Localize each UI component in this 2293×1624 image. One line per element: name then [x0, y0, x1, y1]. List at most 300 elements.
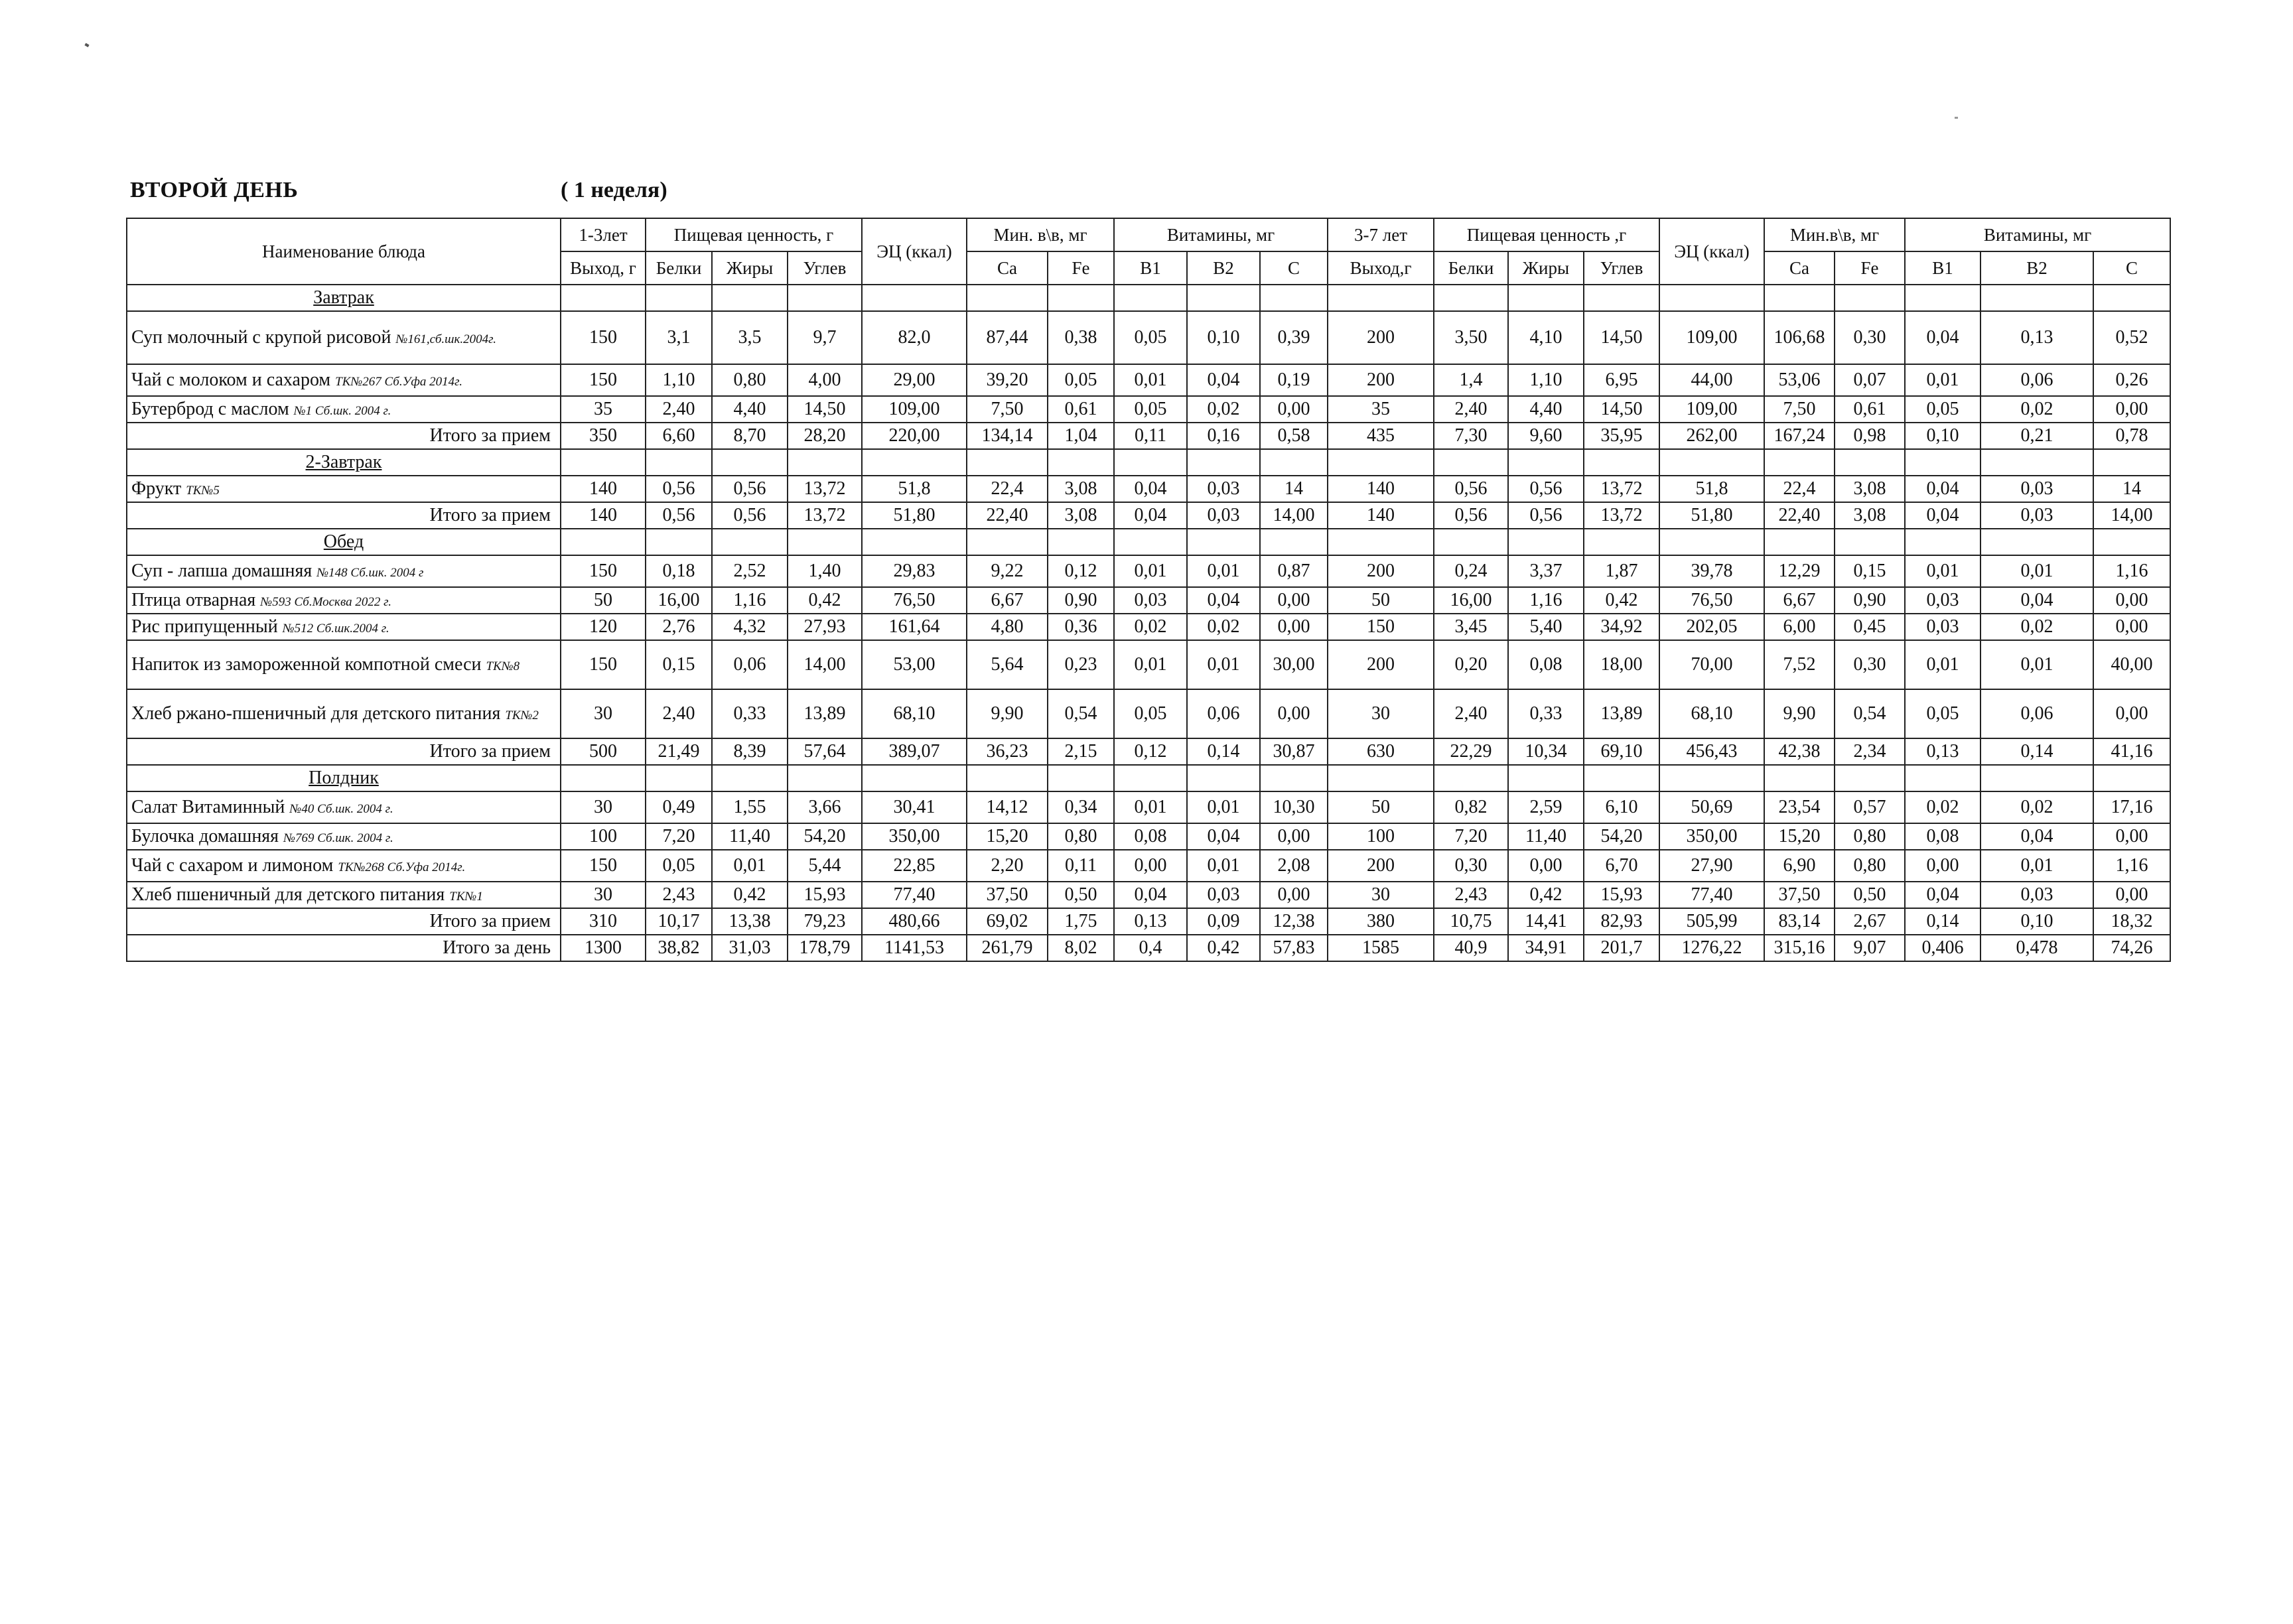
value-cell: 0,06 [1980, 689, 2093, 738]
value-cell: 1141,53 [862, 935, 967, 961]
section-title: Завтрак [127, 285, 561, 311]
value-cell: 2,08 [1260, 850, 1328, 882]
value-cell: 34,92 [1584, 614, 1659, 640]
table-row [127, 311, 2170, 364]
value-cell: 0,01 [1980, 555, 2093, 587]
value-cell: 18,32 [2093, 908, 2170, 935]
value-cell: 2,40 [1434, 396, 1508, 423]
empty-cell [1764, 285, 1835, 311]
value-cell: 31,03 [712, 935, 788, 961]
value-cell: 1,40 [788, 555, 862, 587]
value-cell: 9,60 [1508, 423, 1584, 449]
value-cell: 0,00 [1508, 850, 1584, 882]
value-cell: 0,42 [1584, 587, 1659, 614]
value-cell: 0,02 [1187, 614, 1260, 640]
value-cell: 36,23 [967, 738, 1048, 765]
value-cell: 2,43 [646, 882, 712, 908]
value-cell: 0,05 [646, 850, 712, 882]
value-cell: 22,29 [1434, 738, 1508, 765]
value-cell: 350,00 [862, 823, 967, 850]
value-cell: 350,00 [1659, 823, 1764, 850]
value-cell: 0,01 [1114, 364, 1187, 396]
empty-cell [788, 529, 862, 555]
empty-cell [2093, 765, 2170, 791]
value-cell: 30 [1328, 882, 1434, 908]
dish-name-cell [127, 614, 561, 640]
empty-cell [1508, 529, 1584, 555]
value-cell: 7,50 [967, 396, 1048, 423]
value-cell: 3,1 [646, 311, 712, 364]
value-cell: 22,40 [1764, 502, 1835, 529]
value-cell: 0,00 [1260, 689, 1328, 738]
value-cell: 0,30 [1434, 850, 1508, 882]
dish-source: №512 Сб.шк.2004 г. [282, 621, 389, 636]
value-cell: 0,54 [1048, 689, 1114, 738]
value-cell: 0,00 [2093, 614, 2170, 640]
value-cell: 40,00 [2093, 640, 2170, 689]
value-cell: 0,04 [1905, 882, 1980, 908]
value-cell: 0,00 [1260, 614, 1328, 640]
table-row [127, 882, 2170, 908]
empty-cell [1905, 765, 1980, 791]
value-cell: 150 [561, 311, 646, 364]
value-cell: 310 [561, 908, 646, 935]
value-cell: 0,04 [1905, 311, 1980, 364]
value-cell: 57,64 [788, 738, 862, 765]
value-cell: 0,01 [1114, 555, 1187, 587]
empty-cell [1328, 285, 1434, 311]
dish-source: №161,сб.шк.2004г. [395, 332, 497, 346]
empty-cell [561, 765, 646, 791]
value-cell: 5,40 [1508, 614, 1584, 640]
empty-cell [1905, 285, 1980, 311]
value-cell: 0,13 [1114, 908, 1187, 935]
value-cell: 69,02 [967, 908, 1048, 935]
value-cell: 0,03 [1114, 587, 1187, 614]
dish-source: №769 Сб.шк. 2004 г. [283, 831, 393, 845]
total-label: Итого за прием [127, 738, 561, 765]
value-cell: 0,02 [1114, 614, 1187, 640]
value-cell: 37,50 [1764, 882, 1835, 908]
subheader-cell: Ca [967, 251, 1048, 285]
empty-cell [1835, 765, 1905, 791]
value-cell: 200 [1328, 555, 1434, 587]
empty-cell [862, 529, 967, 555]
value-cell: 14,50 [788, 396, 862, 423]
value-cell: 6,00 [1764, 614, 1835, 640]
section-title: Полдник [127, 765, 561, 791]
empty-cell [2093, 449, 2170, 476]
value-cell: 0,03 [1980, 882, 2093, 908]
dish-name-cell [127, 689, 561, 738]
empty-cell [2093, 529, 2170, 555]
value-cell: 0,00 [2093, 823, 2170, 850]
empty-cell [1434, 765, 1508, 791]
empty-cell [1260, 765, 1328, 791]
value-cell: 0,82 [1434, 791, 1508, 823]
value-cell: 0,08 [1508, 640, 1584, 689]
value-cell: 262,00 [1659, 423, 1764, 449]
empty-cell [1659, 765, 1764, 791]
value-cell: 12,29 [1764, 555, 1835, 587]
value-cell: 0,01 [1187, 791, 1260, 823]
dish-name-cell [127, 396, 561, 423]
value-cell: 6,10 [1584, 791, 1659, 823]
empty-cell [1584, 529, 1659, 555]
value-cell: 0,56 [1434, 502, 1508, 529]
empty-cell [1434, 285, 1508, 311]
empty-cell [862, 765, 967, 791]
value-cell: 0,00 [2093, 882, 2170, 908]
value-cell: 150 [561, 640, 646, 689]
value-cell: 0,04 [1980, 587, 2093, 614]
value-cell: 315,16 [1764, 935, 1835, 961]
col-energy-1: ЭЦ (ккал) [862, 218, 967, 285]
value-cell: 0,04 [1114, 476, 1187, 502]
table-row [127, 555, 2170, 587]
empty-cell [1048, 529, 1114, 555]
value-cell: 200 [1328, 850, 1434, 882]
value-cell: 0,05 [1114, 689, 1187, 738]
value-cell: 68,10 [1659, 689, 1764, 738]
value-cell: 0,39 [1260, 311, 1328, 364]
value-cell: 150 [561, 364, 646, 396]
value-cell: 51,8 [862, 476, 967, 502]
value-cell: 76,50 [862, 587, 967, 614]
subheader-cell: Выход, г [561, 251, 646, 285]
value-cell: 0,10 [1905, 423, 1980, 449]
empty-cell [1508, 285, 1584, 311]
value-cell: 10,30 [1260, 791, 1328, 823]
value-cell: 0,80 [1048, 823, 1114, 850]
dish-name-cell [127, 364, 561, 396]
value-cell: 0,01 [1980, 850, 2093, 882]
empty-cell [1187, 449, 1260, 476]
col-nutrition-1: Пищевая ценность, г [646, 218, 862, 251]
empty-cell [561, 449, 646, 476]
value-cell: 0,02 [1980, 614, 2093, 640]
value-cell: 0,56 [646, 502, 712, 529]
value-cell: 0,00 [2093, 689, 2170, 738]
value-cell: 82,0 [862, 311, 967, 364]
value-cell: 29,83 [862, 555, 967, 587]
empty-cell [1187, 285, 1260, 311]
value-cell: 0,15 [1835, 555, 1905, 587]
value-cell: 2,40 [646, 396, 712, 423]
value-cell: 0,00 [1114, 850, 1187, 882]
value-cell: 22,4 [967, 476, 1048, 502]
col-vitamins-2: Витамины, мг [1905, 218, 2170, 251]
empty-cell [1434, 449, 1508, 476]
value-cell: 0,07 [1835, 364, 1905, 396]
section-header-row [127, 285, 2170, 311]
value-cell: 0,33 [712, 689, 788, 738]
value-cell: 1,16 [2093, 555, 2170, 587]
value-cell: 0,87 [1260, 555, 1328, 587]
day-total-row [127, 935, 2170, 961]
value-cell: 0,01 [1114, 791, 1187, 823]
value-cell: 0,01 [1114, 640, 1187, 689]
value-cell: 2,40 [1434, 689, 1508, 738]
section-header-row [127, 449, 2170, 476]
value-cell: 630 [1328, 738, 1434, 765]
empty-cell [561, 529, 646, 555]
value-cell: 13,89 [788, 689, 862, 738]
value-cell: 14 [1260, 476, 1328, 502]
empty-cell [1835, 449, 1905, 476]
value-cell: 10,34 [1508, 738, 1584, 765]
total-row [127, 502, 2170, 529]
subheader-cell: Углев [788, 251, 862, 285]
empty-cell [967, 529, 1048, 555]
value-cell: 50 [1328, 791, 1434, 823]
value-cell: 69,10 [1584, 738, 1659, 765]
empty-cell [1114, 529, 1187, 555]
value-cell: 200 [1328, 311, 1434, 364]
value-cell: 8,70 [712, 423, 788, 449]
value-cell: 0,02 [1905, 791, 1980, 823]
value-cell: 44,00 [1659, 364, 1764, 396]
value-cell: 109,00 [1659, 311, 1764, 364]
value-cell: 0,478 [1980, 935, 2093, 961]
empty-cell [1260, 285, 1328, 311]
empty-cell [1584, 449, 1659, 476]
value-cell: 0,57 [1835, 791, 1905, 823]
dish-source: №40 Сб.шк. 2004 г. [289, 801, 393, 816]
value-cell: 4,40 [712, 396, 788, 423]
value-cell: 79,23 [788, 908, 862, 935]
value-cell: 0,15 [646, 640, 712, 689]
value-cell: 21,49 [646, 738, 712, 765]
value-cell: 15,93 [1584, 882, 1659, 908]
value-cell: 14,41 [1508, 908, 1584, 935]
total-label: Итого за прием [127, 423, 561, 449]
value-cell: 30 [561, 882, 646, 908]
dish-name: Напиток из замороженной компотной смеси [131, 653, 482, 675]
value-cell: 1,87 [1584, 555, 1659, 587]
value-cell: 3,37 [1508, 555, 1584, 587]
value-cell: 5,64 [967, 640, 1048, 689]
value-cell: 6,67 [967, 587, 1048, 614]
value-cell: 74,26 [2093, 935, 2170, 961]
dish-source: №1 Сб.шк. 2004 г. [293, 403, 391, 418]
section-header-row [127, 529, 2170, 555]
empty-cell [967, 765, 1048, 791]
value-cell: 0,03 [1187, 502, 1260, 529]
value-cell: 4,40 [1508, 396, 1584, 423]
value-cell: 0,24 [1434, 555, 1508, 587]
subheader-cell: Жиры [712, 251, 788, 285]
value-cell: 0,61 [1048, 396, 1114, 423]
value-cell: 0,16 [1187, 423, 1260, 449]
value-cell: 1276,22 [1659, 935, 1764, 961]
empty-cell [712, 449, 788, 476]
value-cell: 0,03 [1905, 587, 1980, 614]
empty-cell [1260, 449, 1328, 476]
value-cell: 0,09 [1187, 908, 1260, 935]
dish-source: №593 Сб.Москва 2022 г. [260, 594, 391, 609]
value-cell: 38,82 [646, 935, 712, 961]
value-cell: 106,68 [1764, 311, 1835, 364]
value-cell: 0,12 [1114, 738, 1187, 765]
value-cell: 0,11 [1114, 423, 1187, 449]
empty-cell [646, 449, 712, 476]
empty-cell [1835, 285, 1905, 311]
value-cell: 0,56 [1434, 476, 1508, 502]
value-cell: 0,42 [712, 882, 788, 908]
subheader-cell: Белки [1434, 251, 1508, 285]
value-cell: 22,4 [1764, 476, 1835, 502]
value-cell: 0,01 [1905, 555, 1980, 587]
empty-cell [1328, 449, 1434, 476]
subheader-cell: Жиры [1508, 251, 1584, 285]
value-cell: 0,90 [1835, 587, 1905, 614]
value-cell: 3,08 [1048, 502, 1114, 529]
value-cell: 0,01 [1187, 555, 1260, 587]
empty-cell [1980, 449, 2093, 476]
value-cell: 0,49 [646, 791, 712, 823]
value-cell: 7,30 [1434, 423, 1508, 449]
table-row [127, 689, 2170, 738]
col-age-3-7: 3-7 лет [1328, 218, 1434, 251]
value-cell: 0,14 [1980, 738, 2093, 765]
empty-cell [1114, 765, 1187, 791]
dish-name-cell [127, 882, 561, 908]
empty-cell [1260, 529, 1328, 555]
col-age-1-3: 1-3лет [561, 218, 646, 251]
empty-cell [1980, 765, 2093, 791]
value-cell: 0,00 [2093, 396, 2170, 423]
dish-source: ТК№1 [449, 889, 483, 904]
value-cell: 0,04 [1114, 882, 1187, 908]
value-cell: 0,61 [1835, 396, 1905, 423]
value-cell: 41,16 [2093, 738, 2170, 765]
empty-cell [1905, 529, 1980, 555]
value-cell: 0,00 [1260, 882, 1328, 908]
value-cell: 201,7 [1584, 935, 1659, 961]
value-cell: 0,10 [1187, 311, 1260, 364]
value-cell: 15,20 [1764, 823, 1835, 850]
value-cell: 30,00 [1260, 640, 1328, 689]
empty-cell [967, 285, 1048, 311]
table-row [127, 364, 2170, 396]
value-cell: 10,17 [646, 908, 712, 935]
value-cell: 4,32 [712, 614, 788, 640]
value-cell: 0,50 [1048, 882, 1114, 908]
value-cell: 42,38 [1764, 738, 1835, 765]
value-cell: 435 [1328, 423, 1434, 449]
value-cell: 0,33 [1508, 689, 1584, 738]
value-cell: 35,95 [1584, 423, 1659, 449]
value-cell: 1,10 [646, 364, 712, 396]
section-title: 2-Завтрак [127, 449, 561, 476]
table-row [127, 396, 2170, 423]
value-cell: 0,01 [1905, 640, 1980, 689]
col-minerals-1: Мин. в\в, мг [967, 218, 1114, 251]
value-cell: 0,56 [1508, 502, 1584, 529]
value-cell: 8,02 [1048, 935, 1114, 961]
value-cell: 134,14 [967, 423, 1048, 449]
value-cell: 0,05 [1048, 364, 1114, 396]
value-cell: 0,14 [1187, 738, 1260, 765]
value-cell: 76,50 [1659, 587, 1764, 614]
value-cell: 11,40 [1508, 823, 1584, 850]
dish-name: Рис припущенный [131, 616, 278, 637]
value-cell: 100 [1328, 823, 1434, 850]
value-cell: 0,01 [712, 850, 788, 882]
value-cell: 0,12 [1048, 555, 1114, 587]
empty-cell [1328, 529, 1434, 555]
week-label: ( 1 неделя) [561, 178, 667, 202]
dish-source: ТК№5 [186, 483, 220, 498]
value-cell: 2,52 [712, 555, 788, 587]
empty-cell [1048, 765, 1114, 791]
value-cell: 37,50 [967, 882, 1048, 908]
value-cell: 0,50 [1835, 882, 1905, 908]
value-cell: 3,45 [1434, 614, 1508, 640]
subheader-cell: Fe [1048, 251, 1114, 285]
table-body [127, 285, 2170, 961]
value-cell: 2,34 [1835, 738, 1905, 765]
value-cell: 39,20 [967, 364, 1048, 396]
dish-name-cell [127, 823, 561, 850]
subheader-cell: Белки [646, 251, 712, 285]
value-cell: 200 [1328, 364, 1434, 396]
value-cell: 27,93 [788, 614, 862, 640]
total-row [127, 908, 2170, 935]
empty-cell [2093, 285, 2170, 311]
value-cell: 2,40 [646, 689, 712, 738]
value-cell: 50 [561, 587, 646, 614]
value-cell: 0,05 [1114, 311, 1187, 364]
value-cell: 0,04 [1114, 502, 1187, 529]
value-cell: 0,00 [2093, 587, 2170, 614]
dish-name: Хлеб ржано-пшеничный для детского питания [131, 703, 501, 724]
value-cell: 16,00 [646, 587, 712, 614]
value-cell: 27,90 [1659, 850, 1764, 882]
value-cell: 0,4 [1114, 935, 1187, 961]
empty-cell [712, 765, 788, 791]
value-cell: 0,42 [788, 587, 862, 614]
dish-name: Чай с сахаром и лимоном [131, 854, 334, 876]
value-cell: 150 [1328, 614, 1434, 640]
value-cell: 505,99 [1659, 908, 1764, 935]
value-cell: 30 [561, 791, 646, 823]
value-cell: 380 [1328, 908, 1434, 935]
value-cell: 167,24 [1764, 423, 1835, 449]
value-cell: 500 [561, 738, 646, 765]
dish-name-cell [127, 311, 561, 364]
value-cell: 0,00 [1260, 587, 1328, 614]
empty-cell [967, 449, 1048, 476]
value-cell: 0,42 [1187, 935, 1260, 961]
table-row [127, 850, 2170, 882]
empty-cell [712, 529, 788, 555]
dish-source: ТК№267 Сб.Уфа 2014г. [335, 374, 463, 389]
value-cell: 0,08 [1114, 823, 1187, 850]
value-cell: 77,40 [1659, 882, 1764, 908]
empty-cell [1764, 529, 1835, 555]
value-cell: 0,80 [1835, 850, 1905, 882]
value-cell: 9,07 [1835, 935, 1905, 961]
dish-source: ТК№8 [486, 659, 520, 673]
value-cell: 0,04 [1187, 364, 1260, 396]
value-cell: 17,16 [2093, 791, 2170, 823]
value-cell: 150 [561, 850, 646, 882]
value-cell: 39,78 [1659, 555, 1764, 587]
value-cell: 0,52 [2093, 311, 2170, 364]
value-cell: 13,89 [1584, 689, 1659, 738]
